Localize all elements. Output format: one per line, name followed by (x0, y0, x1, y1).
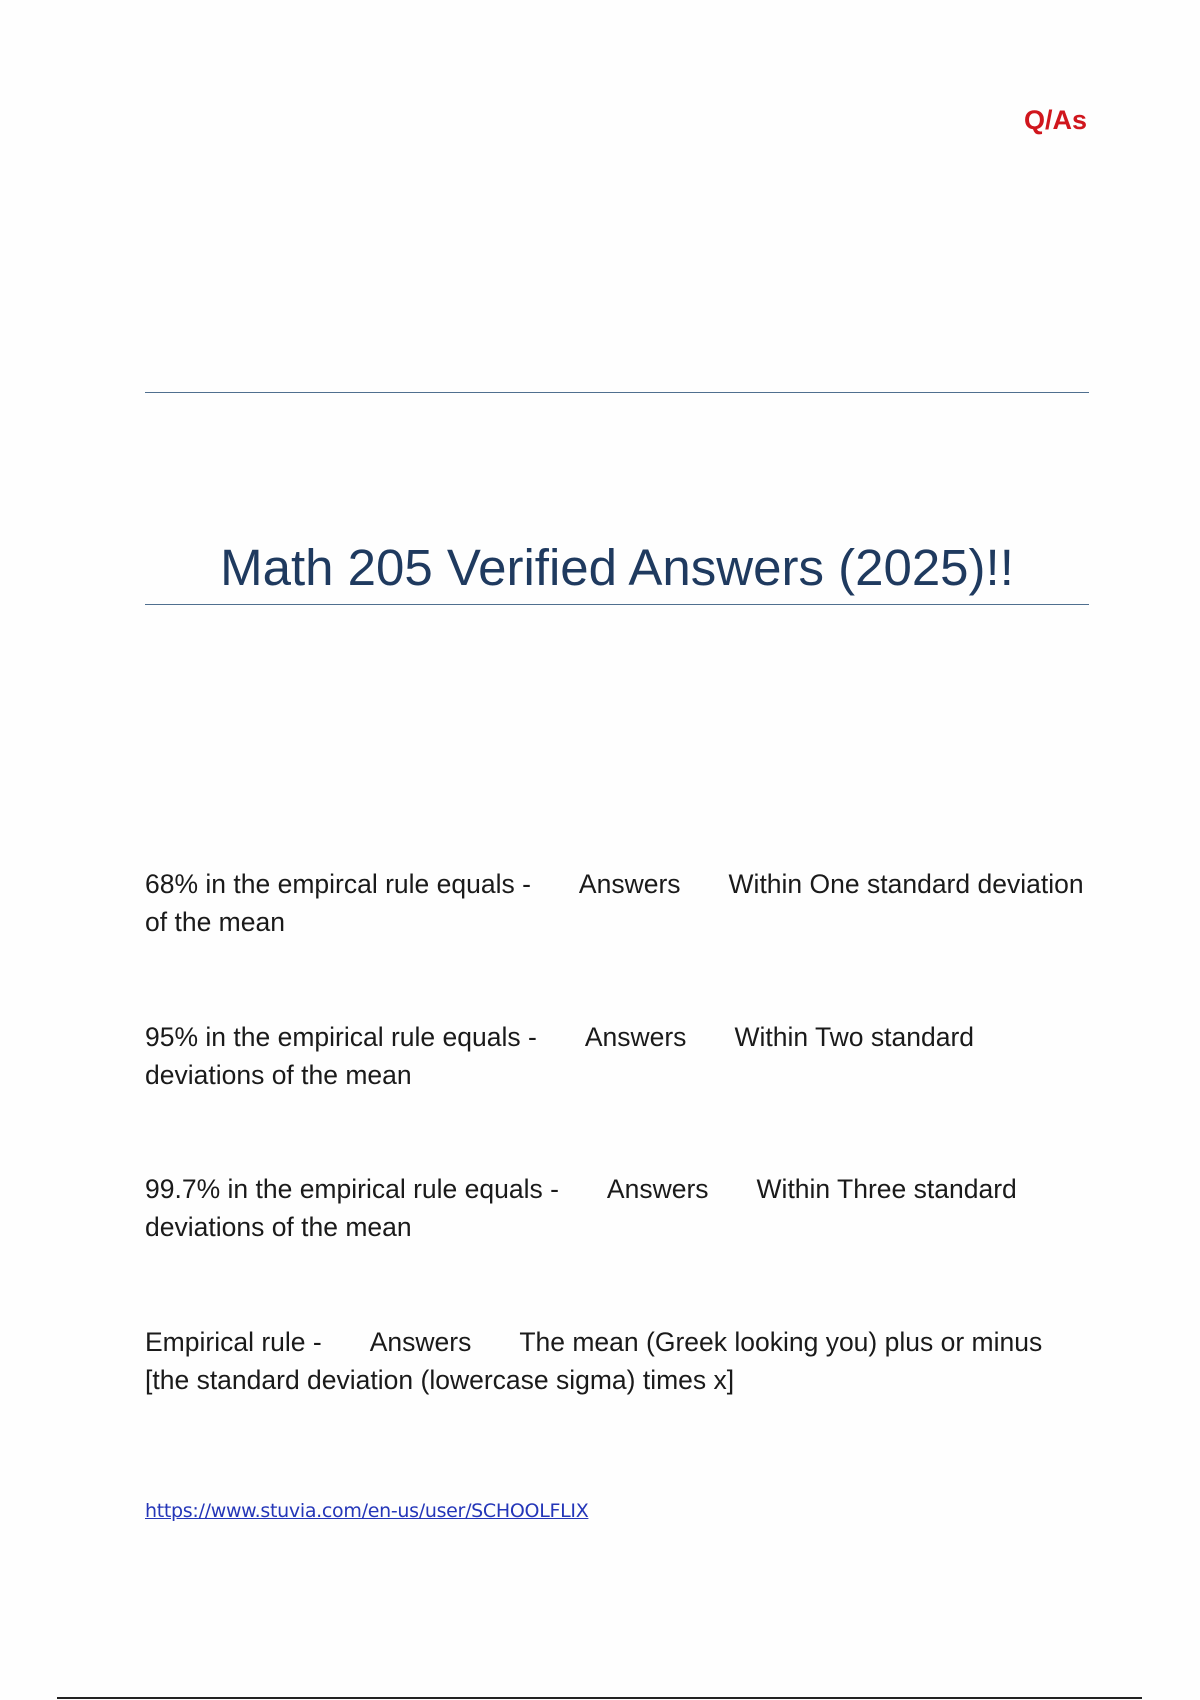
qa-question: 68% in the empircal rule equals - (145, 869, 531, 899)
qa-item (145, 865, 1091, 941)
qa-item (145, 1323, 1085, 1399)
footer-divider (57, 1697, 1142, 1699)
qa-question: 95% in the empirical rule equals - (145, 1022, 537, 1052)
profile-link[interactable]: https://www.stuvia.com/en-us/user/SCHOOLFLIX (145, 1500, 589, 1522)
qa-answer: Within Three standard deviations of the mean (145, 1174, 1025, 1242)
qa-answer: The mean (Greek looking you) plus or minus [the standard deviation (lowercase sigma) times x] (145, 1327, 1050, 1395)
qa-answer: Within Two standard deviations of the mean (145, 1022, 982, 1090)
qa-item (145, 1018, 1085, 1094)
qa-answer: Within One standard deviation of the mean (145, 869, 1091, 937)
top-divider (145, 392, 1089, 393)
qa-question: Empirical rule - (145, 1327, 322, 1357)
title-underline (145, 604, 1089, 605)
qa-answers-label: Answers (578, 869, 681, 899)
qa-question: 99.7% in the empirical rule equals - (145, 1174, 559, 1204)
qas-label: Q/As (1023, 105, 1087, 135)
document-title: Math 205 Verified Answers (2025)!! (220, 539, 1014, 596)
qa-answers-label: Answers (606, 1174, 709, 1204)
qa-item (145, 1170, 1085, 1246)
qa-answers-label: Answers (584, 1022, 687, 1052)
qa-answers-label: Answers (369, 1327, 472, 1357)
